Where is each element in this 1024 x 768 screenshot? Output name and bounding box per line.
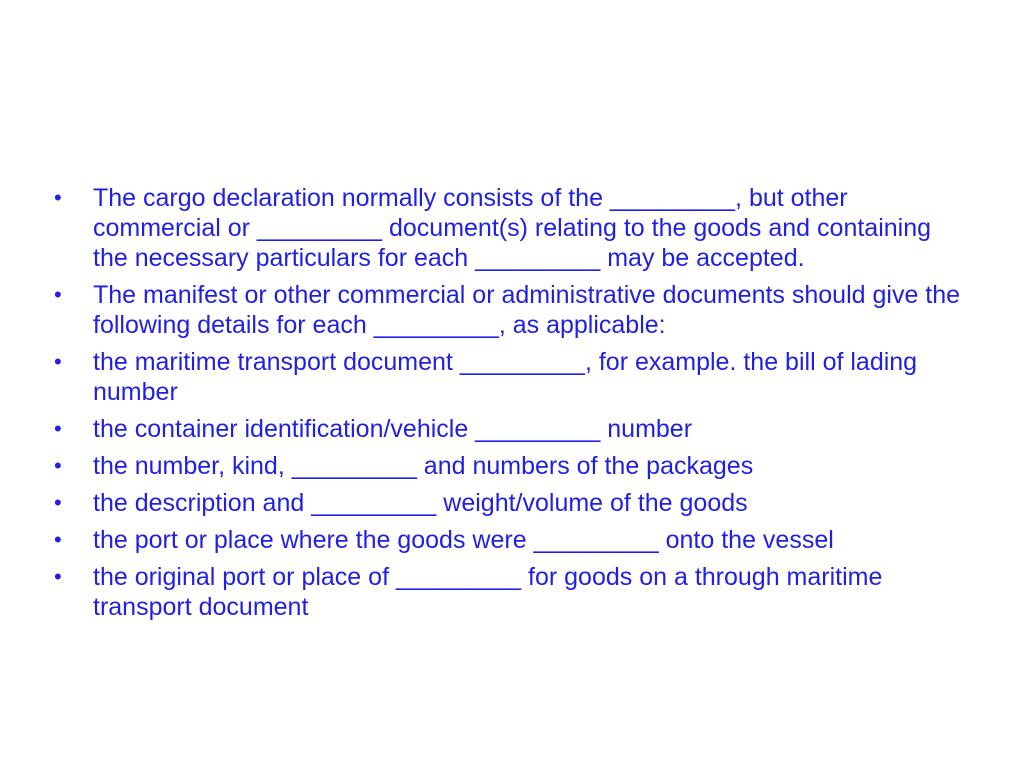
bullet-item-7 — [52, 525, 962, 555]
bullet-text: the number, kind, _________ and numbers of the packages — [93, 452, 754, 480]
bullet-icon: • — [54, 564, 62, 589]
bullet-icon: • — [54, 453, 62, 478]
bullet-icon: • — [54, 282, 62, 307]
bullet-icon: • — [54, 527, 62, 552]
bullet-text: the maritime transport document _________, for example. the bill of lading number — [93, 348, 918, 406]
bullet-text: the description and _________ weight/volume of the goods — [93, 489, 748, 517]
bullet-item-8 — [52, 562, 962, 622]
bullet-item-1 — [52, 183, 962, 273]
bullet-icon: • — [54, 416, 62, 441]
bullet-text: The cargo declaration normally consists of the _________, but other commercial or _________ document(s) relating to the goods and containing the necessary particulars for each _________ may be accepted. — [93, 184, 932, 272]
bullet-text: the port or place where the goods were _________ onto the vessel — [93, 526, 834, 554]
bullet-icon: • — [54, 185, 62, 210]
bullet-text: the original port or place of _________ for goods on a through maritime transport document — [93, 563, 883, 621]
bullet-item-3 — [52, 347, 962, 407]
bullet-icon: • — [54, 490, 62, 515]
bullet-item-5 — [52, 451, 962, 481]
bullet-text: The manifest or other commercial or administrative documents should give the following details for each _________, as applicable: — [93, 281, 961, 339]
bullet-list — [52, 183, 962, 629]
bullet-text: the container identification/vehicle _________ number — [93, 415, 693, 443]
bullet-icon: • — [54, 349, 62, 374]
bullet-item-2 — [52, 280, 962, 340]
bullet-item-4 — [52, 414, 962, 444]
bullet-item-6 — [52, 488, 962, 518]
